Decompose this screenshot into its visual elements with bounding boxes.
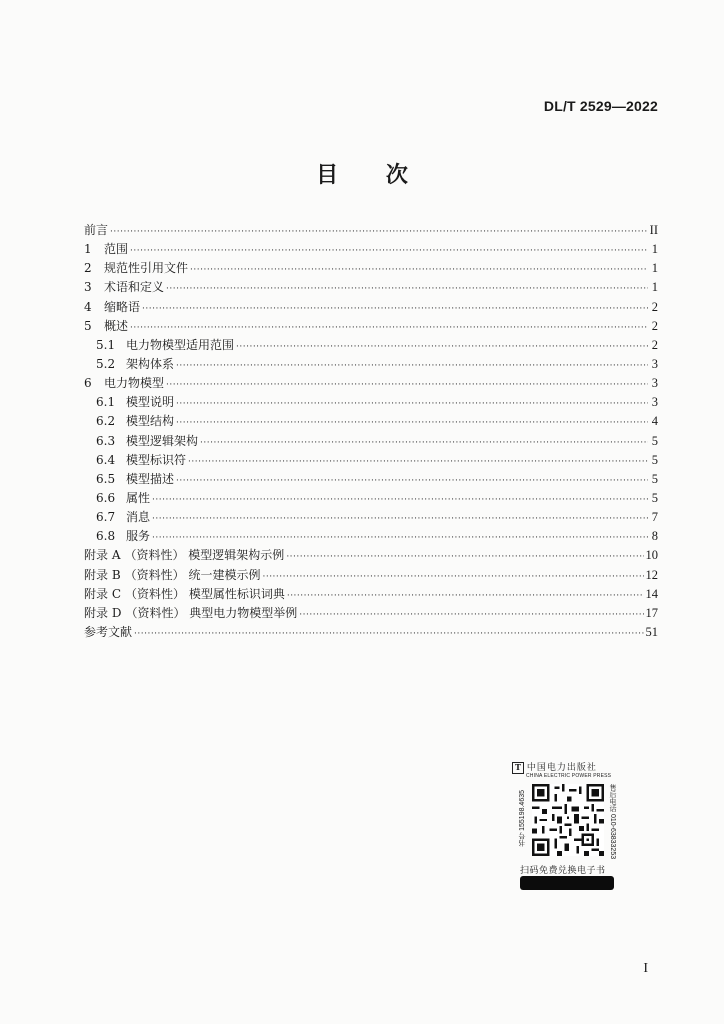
- toc-entry-number: 附录 C: [84, 586, 121, 601]
- toc-entry-page: II: [649, 223, 658, 237]
- publisher-header: [512, 760, 622, 779]
- toc-dot-leader: [188, 453, 648, 472]
- toc-entry-label: 前言: [84, 223, 109, 237]
- toc-dot-leader: [236, 338, 648, 357]
- toc-entry-number: 6: [84, 376, 92, 391]
- page-number: I: [643, 961, 648, 976]
- toc-dot-leader: [110, 223, 648, 242]
- toc-entry-label: （资料性） 统一建模示例: [124, 567, 261, 582]
- publisher-logo-icon: T: [512, 762, 524, 774]
- toc-entry[interactable]: [84, 470, 658, 489]
- title-char-2: 次: [385, 163, 408, 188]
- toc-entry-number: 5.1: [96, 337, 116, 352]
- toc-entry-number: 6.4: [96, 452, 116, 467]
- toc-entry-page: 51: [645, 624, 658, 639]
- toc-dot-leader: [190, 261, 648, 280]
- toc-dot-leader: [262, 568, 643, 587]
- toc-entry-number: 6.5: [96, 471, 116, 486]
- toc-entry-label: （资料性） 模型属性标识词典: [125, 586, 285, 601]
- toc-dot-leader: [142, 300, 648, 319]
- toc-entry[interactable]: [84, 336, 658, 355]
- toc-entry-page: 5: [651, 452, 658, 467]
- toc-dot-leader: [166, 280, 648, 299]
- publisher-qr-stamp: [512, 760, 622, 890]
- toc-entry-label: 概述: [104, 318, 129, 333]
- toc-entry-number: 附录 B: [84, 567, 121, 582]
- toc-entry-page: 1: [651, 280, 658, 295]
- toc-entry[interactable]: [84, 317, 658, 336]
- redacted-code-bar: [520, 876, 614, 890]
- table-of-contents: [84, 221, 658, 642]
- page-title: [0, 158, 724, 189]
- toc-entry[interactable]: [84, 546, 658, 565]
- toc-entry-page: 2: [651, 337, 658, 352]
- toc-entry-label: 范围: [104, 242, 129, 257]
- toc-entry-number: 6.2: [96, 414, 116, 429]
- toc-entry-number: 3: [84, 280, 92, 295]
- toc-entry-label: 模型逻辑架构: [126, 433, 199, 448]
- toc-entry-number: 6.8: [96, 529, 116, 544]
- toc-entry-page: 5: [651, 471, 658, 486]
- toc-entry-page: 4: [651, 414, 658, 429]
- toc-entry-page: 5: [651, 490, 658, 505]
- toc-entry-number: 附录 D: [84, 605, 122, 620]
- toc-dot-leader: [130, 319, 648, 338]
- toc-entry-label: 术语和定义: [104, 280, 165, 295]
- toc-entry-label: 服务: [126, 529, 151, 544]
- toc-dot-leader: [176, 414, 648, 433]
- service-phone: 售后电话 010-63833253: [609, 784, 616, 860]
- toc-entry[interactable]: [84, 508, 658, 527]
- toc-entry-number: 4: [84, 299, 92, 314]
- toc-entry[interactable]: [84, 585, 658, 604]
- toc-entry-page: 3: [651, 395, 658, 410]
- toc-entry[interactable]: [84, 298, 658, 317]
- toc-dot-leader: [176, 357, 648, 376]
- toc-entry[interactable]: [84, 566, 658, 585]
- toc-entry-label: （资料性） 模型逻辑架构示例: [124, 548, 285, 563]
- title-char-1: 目: [316, 163, 339, 188]
- toc-entry[interactable]: [84, 623, 658, 642]
- scan-caption: 扫码免费兑换电子书: [520, 866, 606, 876]
- toc-entry-page: 3: [651, 376, 658, 391]
- toc-entry-label: 模型说明: [126, 395, 175, 410]
- toc-entry-label: 架构体系: [126, 356, 175, 371]
- toc-entry[interactable]: [84, 240, 658, 259]
- toc-dot-leader: [200, 434, 648, 453]
- toc-entry-page: 17: [645, 605, 658, 620]
- toc-entry[interactable]: [84, 489, 658, 508]
- toc-dot-leader: [287, 587, 644, 606]
- toc-entry[interactable]: [84, 451, 658, 470]
- toc-entry-label: 电力物模型: [104, 376, 165, 391]
- toc-dot-leader: [152, 491, 648, 510]
- toc-entry[interactable]: [84, 412, 658, 431]
- toc-entry-number: 6.6: [96, 490, 116, 505]
- toc-dot-leader: [176, 395, 648, 414]
- publisher-name-en: CHINA ELECTRIC POWER PRESS: [526, 772, 612, 779]
- toc-entry-page: 1: [651, 242, 658, 257]
- toc-entry-page: 12: [645, 567, 658, 582]
- toc-entry-number: 1: [84, 242, 92, 257]
- toc-dot-leader: [152, 510, 648, 529]
- toc-entry[interactable]: [84, 527, 658, 546]
- toc-dot-leader: [176, 472, 648, 491]
- toc-entry[interactable]: [84, 278, 658, 297]
- toc-dot-leader: [299, 606, 643, 625]
- toc-entry-label: 模型标识符: [126, 452, 187, 467]
- toc-entry[interactable]: [84, 221, 658, 240]
- toc-entry-label: 电力物模型适用范围: [126, 337, 235, 352]
- toc-entry-number: 6.1: [96, 395, 116, 410]
- toc-dot-leader: [166, 376, 648, 395]
- toc-entry-number: 5.2: [96, 356, 116, 371]
- toc-entry-label: 模型结构: [126, 414, 175, 429]
- toc-entry[interactable]: [84, 374, 658, 393]
- toc-entry-page: 2: [651, 318, 658, 333]
- qr-code-icon[interactable]: [532, 784, 604, 856]
- standard-code: DL/T 2529—2022: [543, 98, 658, 114]
- book-number: 书号 155198.4635: [519, 790, 526, 847]
- toc-entry[interactable]: [84, 432, 658, 451]
- toc-entry-label: 模型描述: [126, 471, 175, 486]
- toc-entry-label: 属性: [126, 490, 151, 505]
- toc-entry-page: 2: [651, 299, 658, 314]
- toc-entry-label: 参考文献: [84, 624, 133, 639]
- toc-entry[interactable]: [84, 393, 658, 412]
- toc-entry-number: 6.7: [96, 510, 116, 525]
- toc-entry-page: 7: [651, 510, 658, 525]
- toc-dot-leader: [152, 529, 648, 548]
- toc-entry-page: 14: [645, 586, 658, 601]
- toc-entry-number: 5: [84, 318, 92, 333]
- toc-entry-number: 2: [84, 261, 92, 276]
- toc-entry-page: 3: [651, 356, 658, 371]
- toc-entry-page: 5: [651, 433, 658, 448]
- toc-entry-number: 6.3: [96, 433, 116, 448]
- toc-entry[interactable]: [84, 259, 658, 278]
- toc-dot-leader: [134, 625, 643, 644]
- toc-entry[interactable]: [84, 355, 658, 374]
- toc-entry-label: 缩略语: [104, 299, 141, 314]
- publisher-name-cn: 中国电力出版社: [526, 763, 597, 773]
- toc-entry-number: 附录 A: [84, 548, 121, 563]
- toc-entry-label: 规范性引用文件: [104, 261, 189, 276]
- toc-entry-page: 10: [645, 548, 658, 563]
- toc-entry[interactable]: [84, 604, 658, 623]
- toc-dot-leader: [286, 548, 643, 567]
- toc-entry-label: （资料性） 典型电力物模型举例: [125, 605, 298, 620]
- toc-dot-leader: [130, 242, 648, 261]
- toc-entry-page: 8: [651, 529, 658, 544]
- toc-entry-label: 消息: [126, 510, 151, 525]
- toc-entry-page: 1: [651, 261, 658, 276]
